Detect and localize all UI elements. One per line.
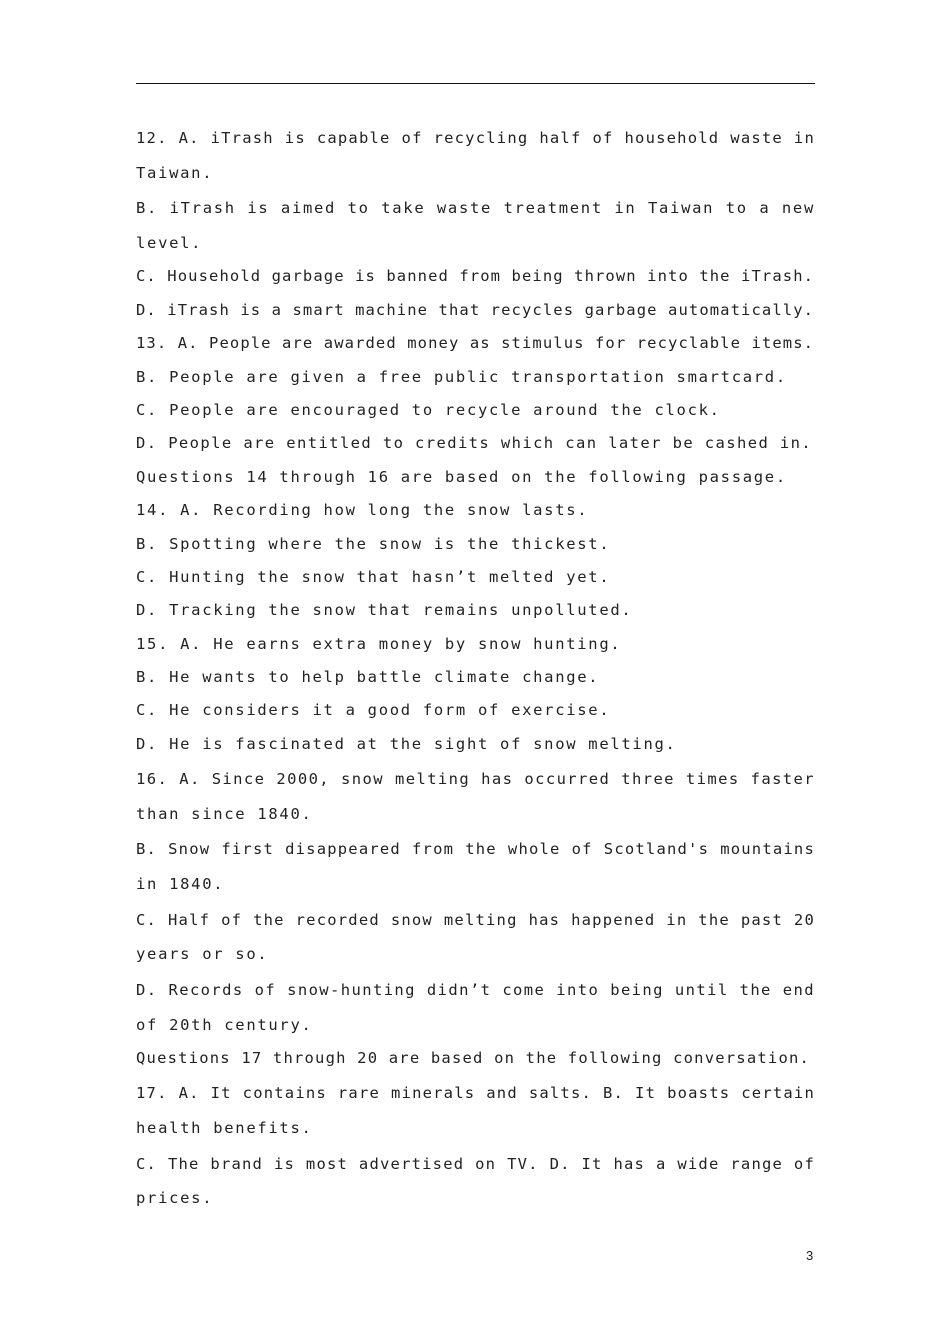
question-15-option-d: D. He is fascinated at the sight of snow melting. xyxy=(136,734,677,753)
question-15-option-b: B. He wants to help battle climate change. xyxy=(136,668,600,687)
question-13-option-d: D. People are entitled to credits which can later be cashed in. xyxy=(136,434,813,453)
page-number: 3 xyxy=(806,1248,814,1263)
question-14-option-c: C. Hunting the snow that hasn’t melted yet. xyxy=(136,567,611,586)
question-12-option-b: B. iTrash is aimed to take waste treatment in Taiwan to a new xyxy=(136,199,815,218)
question-13-option-a: 13. A. People are awarded money as stimulus for recyclable items. xyxy=(136,334,815,353)
question-16-option-a: 16. A. Since 2000, snow melting has occurred three times faster xyxy=(136,770,815,789)
question-list xyxy=(136,120,815,1216)
section-heading-passage: Questions 14 through 16 are based on the following passage. xyxy=(136,467,787,486)
section-heading-conversation: Questions 17 through 20 are based on the following conversation. xyxy=(136,1048,811,1067)
question-14-option-b: B. Spotting where the snow is the thickest. xyxy=(136,534,611,553)
question-15-option-a: 15. A. He earns extra money by snow hunting. xyxy=(136,634,622,653)
question-17-options-cd-cont: prices. xyxy=(136,1189,214,1208)
question-17-options-cd: C. The brand is most advertised on TV. D. It has a wide range of xyxy=(136,1154,815,1173)
question-16-option-c-cont: years or so. xyxy=(136,945,269,964)
question-17-options-ab: 17. A. It contains rare minerals and salts. B. It boasts certain xyxy=(136,1084,815,1103)
question-16-option-b: B. Snow first disappeared from the whole of Scotland's mountains xyxy=(136,840,815,859)
question-13-option-b: B. People are given a free public transportation smartcard. xyxy=(136,367,787,386)
question-12-option-d: D. iTrash is a smart machine that recycles garbage automatically. xyxy=(136,300,815,319)
question-12-option-b-cont: level. xyxy=(136,233,203,252)
question-15-option-c: C. He considers it a good form of exercise. xyxy=(136,701,611,720)
question-16-option-c: C. Half of the recorded snow melting has happened in the past 20 xyxy=(136,910,815,929)
header-rule xyxy=(136,83,815,84)
question-14-option-a: 14. A. Recording how long the snow lasts. xyxy=(136,501,589,520)
question-12-option-a: 12. A. iTrash is capable of recycling half of household waste in xyxy=(136,129,815,147)
question-14-option-d: D. Tracking the snow that remains unpolluted. xyxy=(136,601,633,620)
question-16-option-a-cont: than since 1840. xyxy=(136,805,313,824)
question-17-options-ab-cont: health benefits. xyxy=(136,1119,313,1138)
question-12-option-a-cont: Taiwan. xyxy=(136,163,214,182)
question-13-option-c: C. People are encouraged to recycle around the clock. xyxy=(136,400,721,419)
question-16-option-d-cont: of 20th century. xyxy=(136,1015,313,1034)
question-12-option-c: C. Household garbage is banned from being thrown into the iTrash. xyxy=(136,267,815,286)
question-16-option-b-cont: in 1840. xyxy=(136,875,225,894)
question-16-option-d: D. Records of snow-hunting didn’t come into being until the end xyxy=(136,980,815,999)
